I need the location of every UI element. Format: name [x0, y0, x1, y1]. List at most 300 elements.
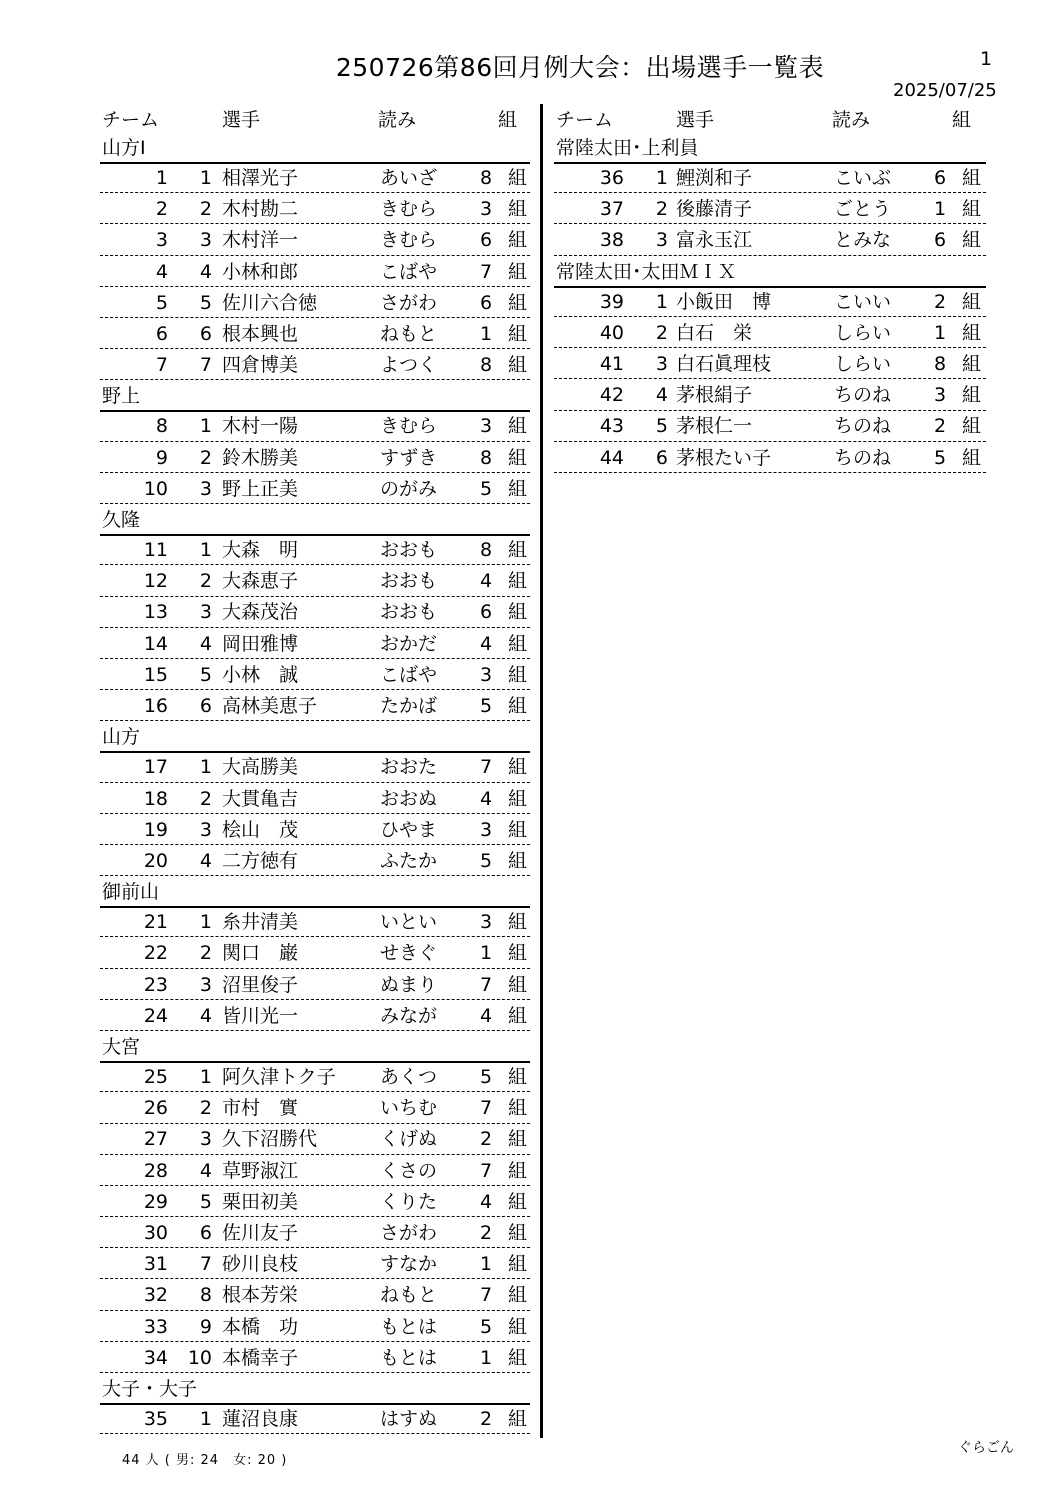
player-row	[100, 1188, 530, 1217]
right-team-list	[554, 134, 986, 473]
group-unit: 組	[508, 539, 528, 562]
player-number: 9	[155, 446, 168, 469]
player-row	[100, 692, 530, 721]
player-name: 糸井清美	[222, 911, 299, 934]
team-name: 久隆	[100, 506, 530, 536]
player-reading: すずき	[380, 446, 438, 469]
player-row	[554, 319, 986, 348]
player-row	[100, 847, 530, 876]
group-number: 4	[480, 787, 493, 810]
player-name: 桧山 茂	[222, 818, 299, 841]
player-row	[100, 412, 530, 441]
group-number: 7	[480, 1284, 493, 1307]
player-name: 木村一陽	[222, 415, 299, 438]
player-row	[100, 1250, 530, 1279]
group-unit: 組	[508, 1097, 528, 1120]
group-unit: 組	[508, 1128, 528, 1151]
player-row	[100, 1219, 530, 1248]
team-order: 2	[199, 198, 212, 221]
team-order: 4	[199, 260, 212, 283]
team-order: 1	[199, 1408, 212, 1431]
player-number: 30	[143, 1221, 168, 1244]
player-name: 大森恵子	[222, 570, 299, 593]
player-number: 12	[143, 570, 168, 593]
team-name: 野上	[100, 382, 530, 412]
player-number: 19	[143, 818, 168, 841]
player-reading: しらい	[834, 321, 892, 344]
player-number: 21	[143, 911, 168, 934]
group-unit: 組	[508, 849, 528, 872]
header-player: 選手	[222, 109, 261, 131]
group-number: 2	[934, 415, 947, 438]
player-number: 23	[143, 973, 168, 996]
player-number: 13	[143, 601, 168, 624]
player-reading: おかだ	[380, 632, 438, 655]
player-number: 22	[143, 942, 168, 965]
team-name: 山方	[100, 723, 530, 753]
player-number: 42	[599, 384, 624, 407]
team-order: 3	[655, 229, 668, 252]
column-header	[554, 102, 986, 132]
group-number: 5	[480, 1066, 493, 1089]
player-name: 野上正美	[222, 477, 299, 500]
player-reading: ちのね	[834, 384, 892, 407]
brand-label: ぐらごん	[958, 1440, 1014, 1456]
player-name: 四倉博美	[222, 354, 299, 377]
group-unit: 組	[508, 415, 528, 438]
group-unit: 組	[508, 663, 528, 686]
player-reading: おおも	[380, 601, 438, 624]
player-name: 小飯田 博	[676, 290, 772, 313]
player-row	[100, 258, 530, 287]
player-number: 40	[599, 321, 624, 344]
header-group: 組	[498, 109, 518, 131]
group-unit: 組	[508, 973, 528, 996]
group-number: 2	[480, 1408, 493, 1431]
group-unit: 組	[508, 1221, 528, 1244]
group-unit: 組	[962, 415, 982, 438]
left-column	[100, 102, 530, 1436]
player-name: 茅根仁一	[676, 415, 753, 438]
group-number: 3	[480, 198, 493, 221]
player-row	[100, 1281, 530, 1310]
player-row	[100, 320, 530, 349]
player-reading: ごとう	[834, 198, 892, 221]
team-order: 2	[655, 198, 668, 221]
player-row	[100, 444, 530, 473]
player-reading: さがわ	[380, 1221, 438, 1244]
group-number: 1	[934, 321, 947, 344]
group-unit: 組	[508, 1004, 528, 1027]
team-order: 1	[655, 290, 668, 313]
team-order: 3	[199, 1128, 212, 1151]
player-name: 佐川六合徳	[222, 291, 318, 314]
player-row	[100, 661, 530, 690]
player-reading: くりた	[380, 1190, 438, 1213]
player-count-summary: 44 人 ( 男: 24 女: 20 )	[122, 1453, 288, 1468]
player-reading: きむら	[380, 229, 438, 252]
group-unit: 組	[508, 1159, 528, 1182]
player-number: 6	[155, 322, 168, 345]
header-player: 選手	[676, 109, 715, 131]
player-name: 木村勘二	[222, 198, 299, 221]
player-row	[554, 226, 986, 255]
group-number: 5	[934, 446, 947, 469]
left-team-list	[100, 134, 530, 1434]
player-name: 関口 巌	[222, 942, 299, 965]
group-number: 5	[480, 849, 493, 872]
player-reading: ちのね	[834, 415, 892, 438]
right-column	[554, 102, 986, 475]
player-row	[100, 1002, 530, 1031]
player-reading: ひやま	[380, 818, 438, 841]
player-number: 27	[143, 1128, 168, 1151]
player-name: 草野淑江	[222, 1159, 299, 1182]
group-unit: 組	[508, 167, 528, 189]
group-unit: 組	[508, 601, 528, 624]
group-unit: 組	[508, 477, 528, 500]
player-reading: あくつ	[380, 1066, 438, 1089]
player-row	[100, 351, 530, 380]
player-reading: せきぐ	[380, 942, 438, 965]
player-number: 8	[155, 415, 168, 438]
team-order: 10	[187, 1346, 212, 1369]
player-number: 5	[155, 291, 168, 314]
team-name: 御前山	[100, 878, 530, 908]
group-number: 1	[934, 198, 947, 221]
player-number: 32	[143, 1284, 168, 1307]
page-number: 1	[980, 48, 993, 70]
player-row	[100, 785, 530, 814]
group-unit: 組	[962, 353, 982, 376]
group-unit: 組	[508, 570, 528, 593]
group-unit: 組	[508, 1346, 528, 1369]
player-name: 高林美恵子	[222, 695, 318, 718]
group-number: 3	[934, 384, 947, 407]
player-name: 茅根たい子	[676, 446, 772, 469]
player-number: 20	[143, 849, 168, 872]
player-name: 白石 栄	[676, 321, 753, 344]
player-name: 鈴木勝美	[222, 446, 299, 469]
group-unit: 組	[962, 321, 982, 344]
team-order: 2	[199, 570, 212, 593]
player-number: 41	[599, 353, 624, 376]
player-row	[100, 753, 530, 782]
player-reading: こばや	[380, 260, 438, 283]
group-number: 8	[934, 353, 947, 376]
group-unit: 組	[962, 198, 982, 221]
group-number: 7	[480, 1159, 493, 1182]
player-reading: いとい	[380, 911, 438, 934]
group-unit: 組	[508, 942, 528, 965]
group-unit: 組	[508, 229, 528, 252]
team-order: 4	[199, 632, 212, 655]
team-name: 常陸太田･上利員	[554, 134, 986, 164]
player-row	[100, 939, 530, 968]
player-number: 37	[599, 198, 624, 221]
header-reading: 読み	[832, 109, 871, 131]
player-number: 31	[143, 1253, 168, 1276]
group-unit: 組	[508, 446, 528, 469]
player-number: 11	[143, 539, 168, 562]
player-number: 39	[599, 290, 624, 313]
player-name: 市村 實	[222, 1097, 299, 1120]
team-order: 3	[655, 353, 668, 376]
group-number: 4	[480, 1004, 493, 1027]
group-unit: 組	[508, 1315, 528, 1338]
player-name: 後藤清子	[676, 198, 753, 221]
group-number: 6	[934, 229, 947, 252]
group-number: 1	[480, 322, 493, 345]
player-reading: ねもと	[380, 1284, 438, 1307]
group-unit: 組	[962, 290, 982, 313]
group-number: 7	[480, 756, 493, 779]
player-reading: きむら	[380, 415, 438, 438]
player-name: 大森 明	[222, 539, 299, 562]
player-row	[100, 164, 530, 193]
team-order: 5	[199, 291, 212, 314]
player-number: 25	[143, 1066, 168, 1089]
player-row	[554, 350, 986, 379]
player-reading: こばや	[380, 663, 438, 686]
group-number: 8	[480, 354, 493, 377]
player-row	[100, 816, 530, 845]
header-team: チーム	[102, 109, 160, 131]
group-number: 4	[480, 1190, 493, 1213]
team-name: 大子・大子	[100, 1375, 530, 1405]
player-number: 33	[143, 1315, 168, 1338]
player-name: 大貫亀吉	[222, 787, 299, 810]
player-row	[100, 1125, 530, 1154]
player-reading: きむら	[380, 198, 438, 221]
group-unit: 組	[962, 229, 982, 252]
group-unit: 組	[508, 1253, 528, 1276]
player-reading: すなか	[380, 1253, 438, 1276]
team-order: 2	[655, 321, 668, 344]
player-row	[100, 1063, 530, 1092]
player-name: 砂川良枝	[222, 1253, 299, 1276]
team-order: 3	[199, 818, 212, 841]
player-name: 大森茂治	[222, 601, 299, 624]
player-row	[554, 381, 986, 410]
player-reading: よつく	[380, 354, 438, 377]
team-order: 4	[199, 1004, 212, 1027]
player-row	[554, 195, 986, 224]
team-order: 3	[199, 229, 212, 252]
player-reading: しらい	[834, 353, 892, 376]
team-order: 3	[199, 601, 212, 624]
player-number: 35	[143, 1408, 168, 1431]
player-reading: とみな	[834, 229, 892, 252]
player-name: 白石眞理枝	[676, 353, 772, 376]
team-order: 2	[199, 1097, 212, 1120]
group-unit: 組	[508, 787, 528, 810]
player-reading: ねもと	[380, 322, 438, 345]
group-unit: 組	[508, 1408, 528, 1431]
group-unit: 組	[508, 322, 528, 345]
player-row	[100, 226, 530, 255]
player-number: 44	[599, 446, 624, 469]
group-number: 4	[480, 632, 493, 655]
group-unit: 組	[508, 291, 528, 314]
player-name: 小林和郎	[222, 260, 299, 283]
team-order: 5	[199, 1190, 212, 1213]
player-row	[554, 444, 986, 473]
player-number: 28	[143, 1159, 168, 1182]
print-date: 2025/07/25	[893, 80, 997, 101]
group-number: 1	[480, 942, 493, 965]
group-unit: 組	[962, 446, 982, 469]
player-row	[100, 567, 530, 596]
group-number: 6	[934, 167, 947, 189]
player-number: 17	[143, 756, 168, 779]
player-number: 2	[155, 198, 168, 221]
player-number: 36	[599, 167, 624, 189]
group-number: 3	[480, 911, 493, 934]
player-row	[100, 1157, 530, 1186]
player-name: 茅根絹子	[676, 384, 753, 407]
player-number: 4	[155, 260, 168, 283]
team-name: 山方Ⅰ	[100, 134, 530, 164]
team-order: 3	[199, 973, 212, 996]
team-order: 4	[199, 1159, 212, 1182]
group-number: 8	[480, 446, 493, 469]
player-number: 24	[143, 1004, 168, 1027]
group-unit: 組	[508, 695, 528, 718]
group-unit: 組	[508, 911, 528, 934]
group-number: 7	[480, 1097, 493, 1120]
player-row	[100, 1405, 530, 1434]
group-number: 3	[480, 818, 493, 841]
player-number: 16	[143, 695, 168, 718]
player-reading: ふたか	[380, 849, 438, 872]
player-reading: こいぶ	[834, 167, 892, 189]
team-order: 6	[199, 695, 212, 718]
player-reading: あいざ	[380, 167, 438, 189]
player-row	[100, 630, 530, 659]
player-number: 38	[599, 229, 624, 252]
player-number: 26	[143, 1097, 168, 1120]
player-name: 根本芳栄	[222, 1284, 299, 1307]
team-order: 6	[655, 446, 668, 469]
column-header	[100, 102, 530, 132]
team-order: 4	[199, 849, 212, 872]
player-name: 鯉渕和子	[676, 167, 753, 189]
column-divider	[540, 104, 543, 1438]
player-row	[100, 1344, 530, 1373]
team-order: 6	[199, 1221, 212, 1244]
player-reading: たかば	[380, 695, 438, 718]
group-number: 6	[480, 229, 493, 252]
player-reading: いちむ	[380, 1097, 438, 1120]
group-number: 8	[480, 539, 493, 562]
player-row	[100, 475, 530, 504]
group-number: 8	[480, 167, 493, 189]
player-name: 岡田雅博	[222, 632, 299, 655]
group-number: 3	[480, 415, 493, 438]
team-name: 常陸太田･太田ＭＩＸ	[554, 258, 986, 288]
player-name: 富永玉江	[676, 229, 753, 252]
player-name: 大高勝美	[222, 756, 299, 779]
player-row	[100, 195, 530, 224]
player-reading: おおも	[380, 539, 438, 562]
player-row	[100, 598, 530, 627]
player-name: 二方徳有	[222, 849, 299, 872]
group-number: 7	[480, 973, 493, 996]
team-order: 2	[199, 942, 212, 965]
group-number: 6	[480, 291, 493, 314]
team-order: 1	[199, 167, 212, 189]
player-name: 本橋 功	[222, 1315, 299, 1338]
group-number: 2	[480, 1128, 493, 1151]
player-number: 1	[155, 167, 168, 189]
player-name: 栗田初美	[222, 1190, 299, 1213]
player-reading: はすぬ	[380, 1408, 438, 1431]
team-order: 6	[199, 322, 212, 345]
group-unit: 組	[962, 384, 982, 407]
player-reading: おおぬ	[380, 787, 438, 810]
header-group: 組	[952, 109, 972, 131]
team-order: 1	[199, 415, 212, 438]
player-reading: くさの	[380, 1159, 438, 1182]
player-reading: おおも	[380, 570, 438, 593]
group-unit: 組	[508, 632, 528, 655]
header-team: チーム	[556, 109, 614, 131]
player-name: 木村洋一	[222, 229, 299, 252]
player-name: 久下沼勝代	[222, 1128, 318, 1151]
group-number: 2	[480, 1221, 493, 1244]
player-number: 15	[143, 663, 168, 686]
player-name: 小林 誠	[222, 663, 299, 686]
player-name: 本橋幸子	[222, 1346, 299, 1369]
group-unit: 組	[962, 167, 982, 189]
player-reading: さがわ	[380, 291, 438, 314]
group-number: 3	[480, 663, 493, 686]
team-order: 1	[199, 911, 212, 934]
player-reading: ちのね	[834, 446, 892, 469]
team-order: 1	[199, 1066, 212, 1089]
group-unit: 組	[508, 260, 528, 283]
player-row	[100, 289, 530, 318]
player-row	[554, 164, 986, 193]
page-title: 250726第86回月例大会：出場選手一覧表	[335, 53, 825, 82]
player-reading: みなが	[380, 1004, 438, 1027]
team-order: 8	[199, 1284, 212, 1307]
team-name: 大宮	[100, 1033, 530, 1063]
player-reading: こいい	[834, 290, 892, 313]
player-name: 皆川光一	[222, 1004, 299, 1027]
group-number: 1	[480, 1253, 493, 1276]
group-number: 2	[934, 290, 947, 313]
player-number: 18	[143, 787, 168, 810]
player-row	[554, 412, 986, 441]
player-number: 3	[155, 229, 168, 252]
player-row	[100, 1094, 530, 1123]
team-order: 4	[655, 384, 668, 407]
team-order: 1	[199, 539, 212, 562]
group-number: 4	[480, 570, 493, 593]
group-unit: 組	[508, 818, 528, 841]
player-name: 蓮沼良康	[222, 1408, 299, 1431]
player-name: 根本興也	[222, 322, 299, 345]
player-number: 10	[143, 477, 168, 500]
player-reading: もとは	[380, 1346, 438, 1369]
team-order: 2	[199, 787, 212, 810]
player-name: 相澤光子	[222, 167, 299, 189]
player-name: 阿久津トク子	[222, 1066, 336, 1089]
team-order: 3	[199, 477, 212, 500]
player-number: 29	[143, 1190, 168, 1213]
